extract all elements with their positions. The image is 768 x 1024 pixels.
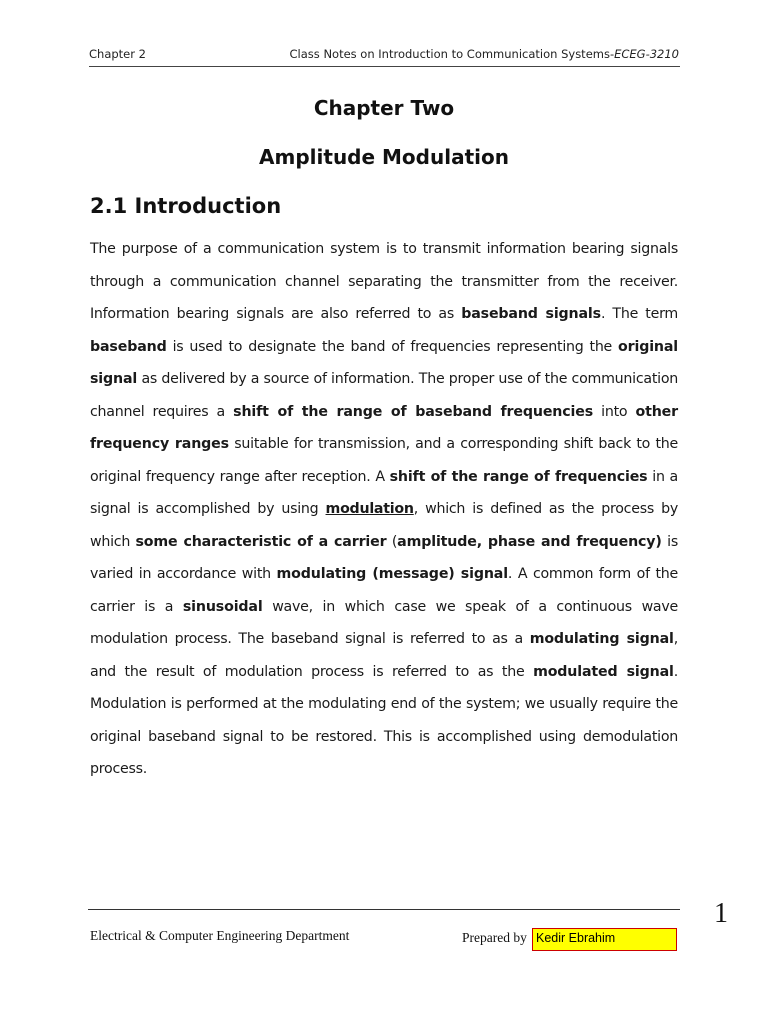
bold-term: shift of the range of baseband frequencies bbox=[233, 403, 593, 420]
header-course-title: Class Notes on Introduction to Communication Systems- bbox=[289, 47, 615, 61]
paragraph-text: . Modulation is performed at the modulating end of the system; we usually require the original baseband signal to be restored. This is accomplished using demodulation process. bbox=[90, 663, 678, 777]
bold-term: original signal bbox=[90, 338, 678, 387]
footer-author: Kedir Ebrahim bbox=[532, 928, 677, 951]
paragraph-text: as delivered by a source of information. The proper use of the communication channel requires a bbox=[90, 371, 678, 420]
bold-term: sinusoidal bbox=[182, 598, 263, 615]
header-chapter: Chapter 2 bbox=[89, 47, 146, 61]
section-heading: 2.1 Introduction bbox=[90, 194, 282, 218]
paragraph-text: into bbox=[592, 403, 636, 420]
topic-title: Amplitude Modulation bbox=[259, 145, 509, 169]
paragraph-text: , which is defined as the process by which bbox=[90, 501, 678, 550]
page-number: 1 bbox=[714, 898, 728, 929]
paragraph-text: wave, in which case we speak of a continuous wave modulation process. The baseband signal is referred to as a bbox=[90, 598, 678, 647]
paragraph-text: , and the result of modulation process is referred to as the bbox=[90, 631, 679, 680]
header-course-code: ECEG-3210 bbox=[614, 47, 679, 61]
paragraph-text: is used to designate the band of frequencies representing the bbox=[166, 338, 619, 355]
intro-paragraph bbox=[90, 233, 678, 786]
paragraph-text: . A common form of the carrier is a bbox=[90, 566, 678, 615]
chapter-title: Chapter Two bbox=[313, 96, 455, 120]
footer-department: Electrical & Computer Engineering Department bbox=[90, 928, 350, 943]
bold-term: modulating signal bbox=[529, 631, 674, 647]
page-header bbox=[89, 47, 679, 61]
footer-prepared-label: Prepared by bbox=[462, 930, 527, 945]
paragraph-text: is varied in accordance with bbox=[90, 533, 678, 582]
paragraph-text: ( bbox=[386, 533, 398, 550]
bold-term: shift of the range of frequencies bbox=[389, 468, 648, 485]
underlined-term: modulation bbox=[325, 501, 414, 517]
footer-divider bbox=[88, 909, 680, 910]
bold-term: baseband signals bbox=[461, 306, 601, 322]
bold-term: modulated signal bbox=[533, 663, 674, 680]
bold-term: baseband bbox=[90, 338, 167, 355]
paragraph-text: . The term bbox=[600, 306, 678, 322]
bold-term: modulating (message) signal bbox=[276, 566, 508, 582]
header-divider bbox=[89, 66, 680, 67]
paragraph-text: suitable for transmission, and a corresponding shift back to the original frequency range after reception. A bbox=[90, 436, 678, 485]
paragraph-text: The purpose of a communication system is to transmit information bearing signals through a communication channel separating the transmitter from the receiver. Information bearing signals are also referred to as bbox=[90, 241, 678, 322]
bold-term: some characteristic of a carrier bbox=[135, 533, 387, 550]
header-course bbox=[290, 47, 679, 61]
bold-term: amplitude, phase and frequency) bbox=[397, 533, 662, 550]
paragraph-text: in a signal is accomplished by using bbox=[90, 468, 678, 517]
bold-term: other frequency ranges bbox=[90, 403, 678, 452]
